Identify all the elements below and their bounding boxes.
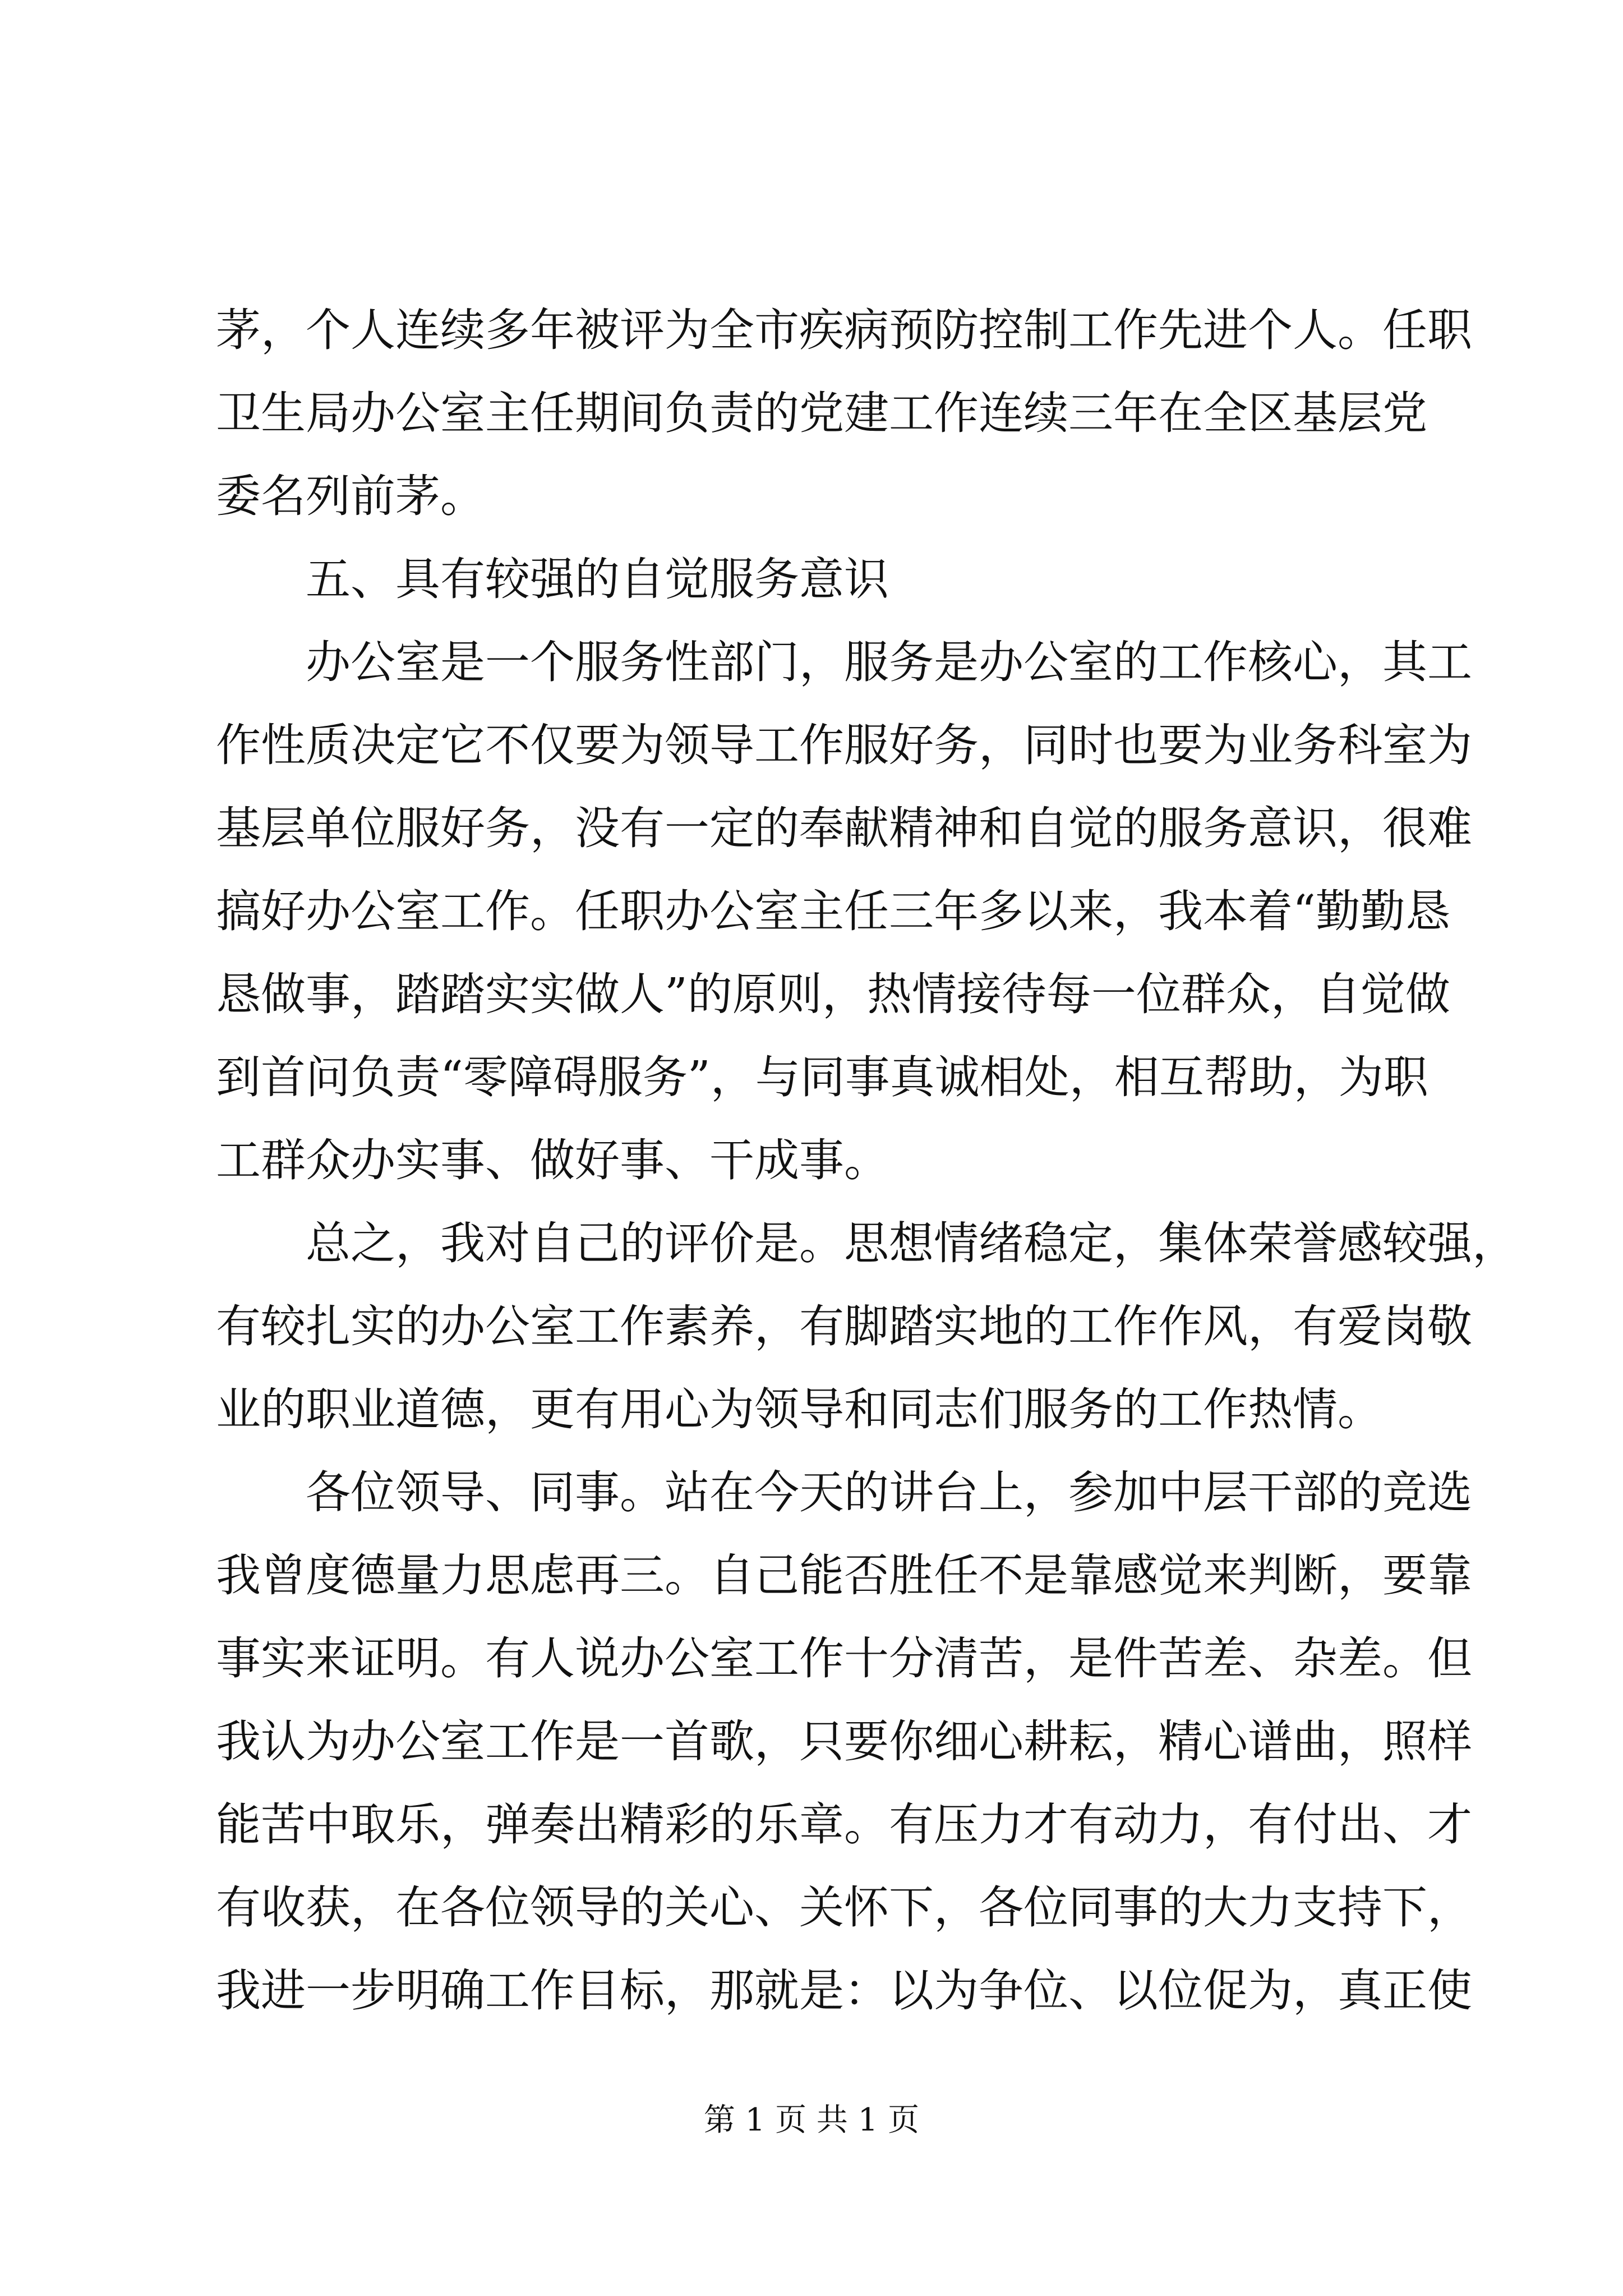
text-line: 总之，我对自己的评价是。思想情绪稳定，集体荣誉感较强， [306, 1217, 1517, 1269]
text-line: 我曾度德量力思虑再三。自己能否胜任不是靠感觉来判断，要靠 [216, 1549, 1472, 1602]
document-body [216, 289, 1517, 2032]
text-line: 我进一步明确工作目标，那就是：以为争位、以位促为，真正使 [216, 1964, 1472, 2017]
text-line: 事实来证明。有人说办公室工作十分清苦，是件苦差、杂差。但 [216, 1632, 1472, 1685]
text-line: 搞好办公室工作。任职办公室主任三年多以来，我本着“勤勤恳 [216, 885, 1450, 937]
text-line: 茅，个人连续多年被评为全市疾病预防控制工作先进个人。任职 [216, 304, 1472, 356]
page-footer [0, 2098, 1623, 2143]
text-line: 恳做事，踏踏实实做人”的原则，热情接待每一位群众，自觉做 [216, 968, 1450, 1020]
text-line: 各位领导、同事。站在今天的讲台上，参加中层干部的竞选 [306, 1466, 1472, 1519]
text-line: 委名列前茅。 [216, 470, 485, 522]
text-line: 卫生局办公室主任期间负责的党建工作连续三年在全区基层党 [216, 387, 1427, 439]
text-line: 有收获，在各位领导的关心、关怀下，各位同事的大力支持下， [216, 1881, 1472, 1934]
text-line: 基层单位服好务，没有一定的奉献精神和自觉的服务意识，很难 [216, 802, 1472, 854]
text-line: 业的职业道德，更有用心为领导和同志们服务的工作热情。 [216, 1383, 1382, 1435]
text-line: 作性质决定它不仅要为领导工作服好务，同时也要为业务科室为 [216, 719, 1472, 771]
text-line: 办公室是一个服务性部门，服务是办公室的工作核心，其工 [306, 636, 1472, 688]
section-heading: 五、具有较强的自觉服务意识 [306, 553, 889, 605]
text-line: 有较扎实的办公室工作素养，有脚踏实地的工作作风，有爱岗敬 [216, 1300, 1472, 1352]
text-line: 到首问负责“零障碍服务”，与同事真诚相处，相互帮助，为职 [216, 1051, 1428, 1103]
page-number-label: 第 1 页 共 1 页 [703, 2102, 920, 2138]
text-line: 能苦中取乐，弹奏出精彩的乐章。有压力才有动力，有付出、才 [216, 1798, 1472, 1851]
text-line: 我认为办公室工作是一首歌，只要你细心耕耘，精心谱曲，照样 [216, 1715, 1472, 1768]
text-line: 工群众办实事、做好事、干成事。 [216, 1134, 889, 1186]
